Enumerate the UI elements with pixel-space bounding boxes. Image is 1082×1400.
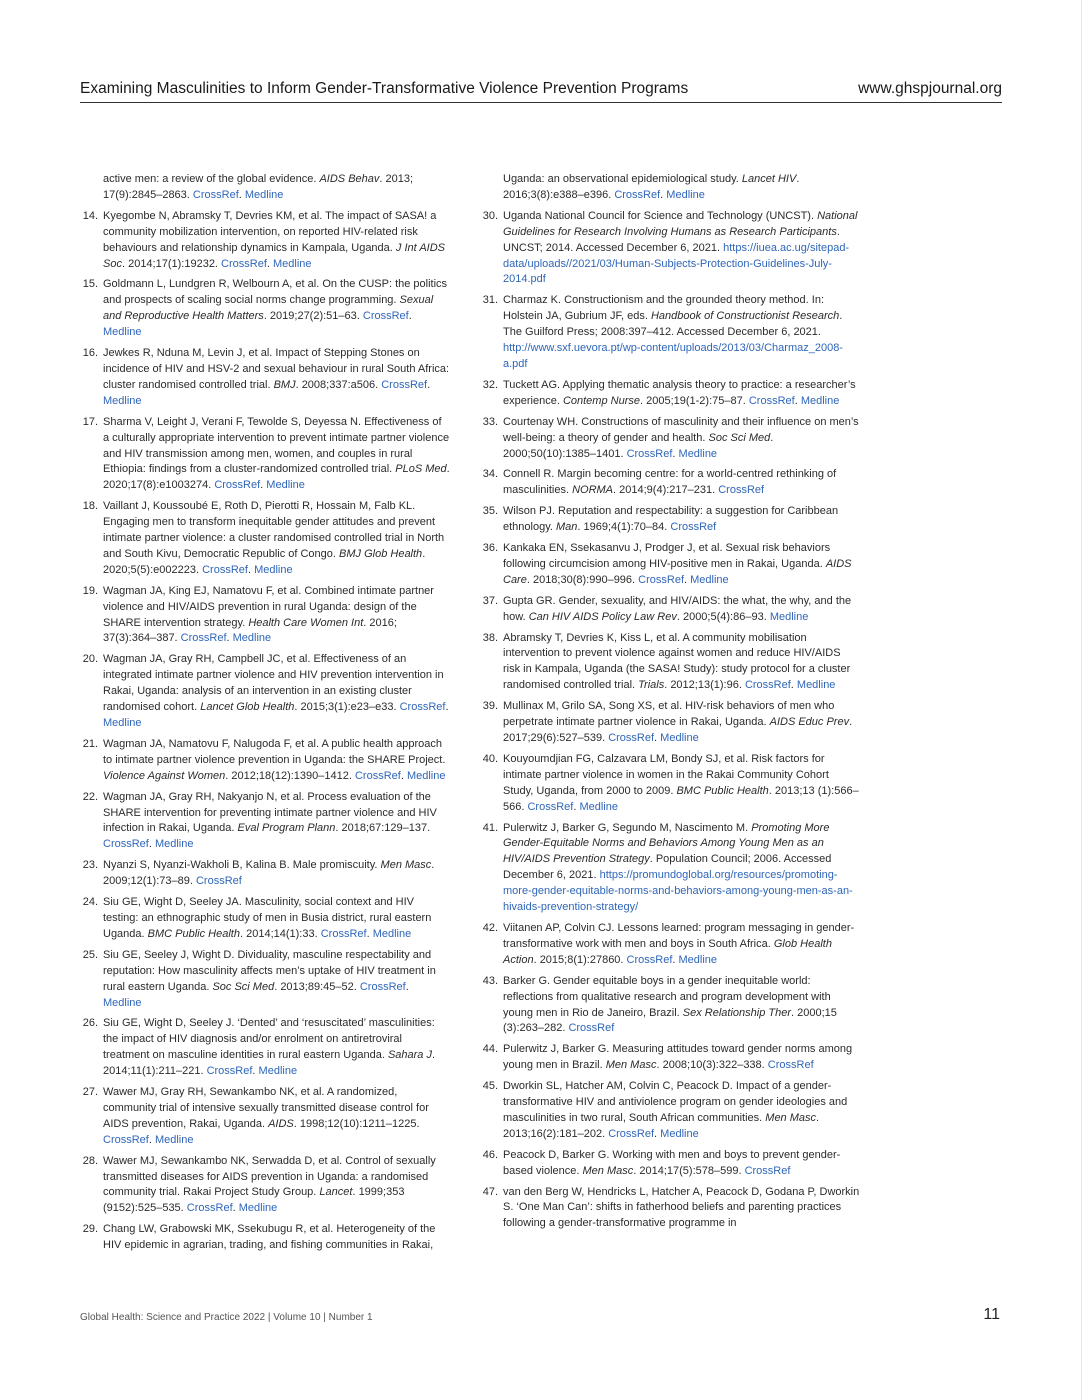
journal-name: Soc Sci Med: [708, 431, 771, 444]
reference-text: .: [405, 980, 409, 993]
medline-link[interactable]: Medline: [660, 732, 699, 744]
reference-item: [480, 209, 860, 289]
reference-text: . 1999;353 (9152):525–535.: [103, 1186, 405, 1215]
reference-text: . 2013; 17(9):2845–2863.: [103, 173, 414, 201]
url-link[interactable]: https://iuea.ac.ug/sitepad-data/uploads//2021/03/Human-Subjects-Protection-Guidelines-July-2014.pdf: [503, 241, 850, 286]
reference-text: .: [247, 563, 255, 576]
references-right-column: [480, 172, 860, 1237]
reference-item: [480, 752, 860, 816]
reference-text: Kyegombe N, Abramsky T, Devries KM, et al. The impact of SASA! a community mobilization intervention, on reported HIV-related risk behaviours and relationship dynamics in Kampala, Uganda.: [103, 209, 437, 254]
reference-text: .: [232, 1202, 239, 1215]
reference-item: [480, 541, 860, 589]
crossref-link[interactable]: CrossRef: [670, 521, 717, 534]
reference-item: [80, 346, 450, 410]
journal-name: Men Masc: [582, 1164, 634, 1177]
medline-link[interactable]: Medline: [800, 394, 840, 407]
journal-name: Men Masc: [380, 859, 432, 872]
journal-name: BMJ Glob Health: [339, 547, 423, 560]
journal-name: Trials: [638, 679, 665, 692]
journal-name: Glob Health Action: [503, 937, 832, 966]
crossref-link[interactable]: CrossRef: [180, 632, 227, 645]
crossref-link[interactable]: CrossRef: [206, 1065, 253, 1078]
crossref-link[interactable]: CrossRef: [195, 875, 242, 888]
medline-link[interactable]: Medline: [579, 800, 618, 813]
medline-link[interactable]: Medline: [103, 717, 142, 729]
crossref-link[interactable]: CrossRef: [718, 484, 765, 497]
reference-text: Wilson PJ. Reputation and respectability: a suggestion for Caribbean ethnology.: [503, 505, 839, 534]
journal-name: Sahara J: [387, 1049, 432, 1062]
journal-name: Sexual and Reproductive Health Matters: [103, 294, 434, 323]
journal-name: Lancet HIV: [741, 173, 797, 185]
medline-link[interactable]: Medline: [666, 188, 705, 201]
journal-name: J Int AIDS Soc: [103, 241, 446, 270]
reference-item: [480, 1185, 860, 1233]
reference-text: .: [148, 1133, 155, 1146]
reference-item: [480, 631, 860, 695]
reference-text: .: [148, 838, 155, 851]
journal-name: Violence Against Women: [103, 769, 226, 782]
reference-text: .: [427, 378, 431, 391]
reference-text: Gupta GR. Gender, sexuality, and HIV/AIDS: the what, the why, and the how.: [503, 594, 852, 623]
journal-name: BMC Public Health: [676, 784, 769, 797]
medline-link[interactable]: Medline: [103, 394, 142, 407]
reference-text: Siu GE, Seeley J, Wight D. Dividuality, masculine respectability and reputation: How masculinity affects men’s uptake of HIV treatment in rural eastern Uganda.: [103, 948, 436, 993]
reference-text: .: [400, 769, 407, 782]
reference-text: active men: a review of the global evidence.: [103, 173, 320, 185]
reference-text: . 2016; 37(3):364–387.: [103, 616, 397, 645]
reference-text: . 2017;29(6):527–539.: [503, 716, 853, 744]
reference-text: . 2020;17(8):e1003274.: [103, 463, 450, 492]
reference-text: Sharma V, Leight J, Verani F, Tewolde S, Deyessa N. Effectiveness of a culturally appropriate intervention to prevent intimate partner violence and HIV transmission among men, women, and couples in rural Ethiopia: findings from a cluster-randomized controlled trial.: [103, 415, 450, 476]
reference-item: [480, 467, 860, 499]
reference-number: 14.: [82, 209, 98, 222]
journal-name: PLoS Med: [395, 463, 447, 476]
reference-text: . 2014;17(5):578–599.: [633, 1164, 745, 1177]
medline-link[interactable]: Medline: [154, 838, 194, 851]
reference-text: Wawer MJ, Sewankambo NK, Serwadda D, et al. Control of sexually transmitted diseases for AIDS prevention in Uganda: a randomised community trial. Rakai Project Study Group.: [103, 1154, 436, 1199]
reference-text: .: [672, 447, 679, 460]
reference-text: Dworkin SL, Hatcher AM, Colvin C, Peacock D. Impact of a gender-transformative HIV and antiviolence program on gender ideologies and masculinities in two rural, South African communities.: [503, 1080, 848, 1124]
crossref-link[interactable]: CrossRef: [744, 679, 791, 692]
journal-url[interactable]: www.ghspjournal.org: [858, 80, 1002, 97]
journal-name: Lancet Glob Health: [200, 701, 295, 714]
reference-number: 34.: [482, 468, 498, 481]
reference-text: Barker G. Gender equitable boys in a gender inequitable world: reflections from qualitative research and program development with young men in Rio de Janeiro, Brazil.: [503, 974, 831, 1019]
reference-text: . 2012;13(1):96.: [664, 679, 745, 692]
reference-number: 21.: [82, 737, 98, 750]
reference-text: Wagman JA, Gray RH, Campbell JC, et al. Effectiveness of an integrated intimate partner violence and HIV prevention intervention in Rakai, Uganda: analysis of an intervention in an existing cluster randomised cohort.: [103, 653, 444, 714]
reference-item: [80, 790, 450, 854]
medline-link[interactable]: Medline: [254, 563, 293, 576]
reference-number: 39.: [482, 700, 498, 713]
reference-item: [80, 948, 450, 1012]
references-left-column: [80, 172, 450, 1259]
reference-item: [80, 499, 450, 579]
journal-name: Soc Sci Med: [212, 980, 275, 993]
reference-text: .: [672, 953, 679, 966]
reference-text: . UNCST; 2014. Accessed December 6, 2021.: [503, 225, 840, 254]
medline-link[interactable]: Medline: [660, 1127, 699, 1140]
medline-link[interactable]: Medline: [796, 679, 836, 692]
reference-item: [80, 277, 450, 341]
reference-item: [80, 1154, 450, 1218]
running-header: [80, 78, 1002, 103]
medline-link[interactable]: Medline: [232, 632, 272, 645]
reference-number: 44.: [482, 1043, 498, 1056]
crossref-link[interactable]: CrossRef: [354, 769, 401, 782]
reference-item: [80, 895, 450, 943]
reference-text: . 2014;14(1):33.: [239, 927, 321, 940]
reference-text: Kouyoumdjian FG, Calzavara LM, Bondy SJ, et al. Risk factors for intimate partner violence in women in the Rakai Community Cohort Study, Uganda, from 2000 to 2009.: [503, 752, 829, 797]
reference-text: . 2013;13 (1):566–566.: [503, 784, 859, 813]
reference-item: [80, 584, 450, 648]
reference-text: . 2018;67:129–137.: [335, 822, 431, 835]
reference-text: . 2014;11(1):211–221.: [103, 1049, 436, 1078]
reference-text: . 2020;5(5):e002223.: [103, 547, 426, 576]
reference-text: . 2013;16(2):181–202.: [503, 1111, 820, 1140]
journal-name: BMC Public Health: [147, 927, 240, 940]
reference-text: Mullinax M, Grilo SA, Song XS, et al. HIV-risk behaviors of men who perpetrate intimate partner violence in Rakai, Uganda.: [503, 700, 835, 729]
medline-link[interactable]: Medline: [266, 479, 305, 492]
reference-text: . 1998;12(10):1211–1225.: [293, 1117, 420, 1130]
reference-text: Peacock D, Barker G. Working with men and boys to prevent gender-based violence.: [503, 1148, 841, 1177]
reference-item: [480, 974, 860, 1038]
reference-text: . Population Council; 2006. Accessed December 6, 2021.: [503, 853, 832, 882]
reference-text: .: [260, 479, 267, 492]
crossref-link[interactable]: CrossRef: [362, 310, 409, 323]
reference-text: Wawer MJ, Gray RH, Sewankambo NK, et al. A randomized, community trial of intensive sexually transmitted disease control for AIDS prevention, Rakai, Uganda.: [103, 1086, 429, 1130]
reference-item: [480, 921, 860, 969]
reference-text: . 2015;3(1):e23–e33.: [294, 701, 400, 714]
crossref-link[interactable]: CrossRef: [103, 1133, 149, 1146]
crossref-link[interactable]: CrossRef: [192, 188, 239, 201]
reference-number: 42.: [482, 921, 498, 934]
crossref-link[interactable]: CrossRef: [626, 953, 673, 966]
reference-text: .: [660, 188, 667, 201]
footer-citation: Global Health: Science and Practice 2022 | Volume 10 | Number 1: [80, 1312, 373, 1323]
journal-name: Sex Relationship Ther: [682, 1006, 791, 1019]
reference-text: Uganda: an observational epidemiological study.: [503, 173, 742, 185]
medline-link[interactable]: Medline: [238, 1202, 278, 1215]
reference-text: Wagman JA, Gray RH, Nakyanjo N, et al. Process evaluation of the SHARE intervention for preventing intimate partner violence and HIV infection in Rakai, Uganda.: [103, 790, 437, 835]
journal-name: Contemp Nurse: [562, 394, 640, 407]
journal-name: Promoting More Gender-Equitable Norms and Behaviors Among Young Men as an HIV/AIDS Prevention Strategy: [503, 821, 830, 866]
reference-number: 37.: [482, 594, 498, 607]
reference-text: . 2008;337:a506.: [295, 378, 382, 391]
reference-number: 22.: [82, 790, 98, 803]
reference-number: 15.: [82, 278, 98, 291]
reference-number: 41.: [482, 821, 498, 834]
reference-item: [480, 293, 860, 373]
reference-text: . 2008;10(3):322–338.: [656, 1059, 768, 1072]
journal-name: Handbook of Constructionist Research: [650, 310, 840, 323]
reference-text: Siu GE, Wight D, Seeley JA. Masculinity, social context and HIV testing: an ethnographic study of men in Busia district, rural eastern Uganda.: [103, 896, 432, 940]
reference-item: [80, 858, 450, 890]
medline-link[interactable]: Medline: [769, 610, 809, 623]
reference-text: Pulerwitz J, Barker G. Measuring attitudes toward gender norms among young men in Brazil.: [503, 1043, 853, 1072]
reference-text: .: [654, 732, 661, 744]
article-title: Examining Masculinities to Inform Gender-Transformative Violence Prevention Programs: [80, 80, 689, 97]
reference-number: 28.: [82, 1154, 98, 1167]
medline-link[interactable]: Medline: [273, 257, 312, 270]
reference-text: . The Guilford Press; 2008:397–412. Accessed December 6, 2021.: [503, 310, 843, 339]
medline-link[interactable]: Medline: [406, 769, 446, 782]
crossref-link[interactable]: CrossRef: [568, 1022, 615, 1035]
reference-text: .: [266, 257, 274, 270]
reference-number: 16.: [82, 347, 98, 360]
reference-text: . 2014;17(1):19232.: [121, 257, 222, 270]
reference-text: Wagman JA, Namatovu F, Nalugoda F, et al. A public health approach to intimate partner violence prevention in Uganda: the SHARE Project.: [103, 737, 446, 766]
journal-name: National Guidelines for Research Involving Humans as Research Participants: [503, 209, 858, 238]
reference-text: . 2014;9(4):217–231.: [613, 484, 719, 497]
reference-text: . 2016;3(8):e388–e396.: [503, 173, 800, 201]
reference-text: Tuckett AG. Applying thematic analysis theory to practice: a researcher’s experience.: [503, 378, 856, 407]
crossref-link[interactable]: CrossRef: [744, 1164, 791, 1177]
reference-number: 32.: [482, 378, 498, 391]
reference-item: [80, 1222, 450, 1254]
crossref-link[interactable]: CrossRef: [767, 1059, 814, 1072]
reference-number: 20.: [82, 653, 98, 666]
reference-text: . 2015;8(1):27860.: [533, 953, 627, 966]
crossref-link[interactable]: CrossRef: [202, 563, 248, 576]
reference-number: 25.: [82, 948, 98, 961]
reference-text: Wagman JA, King EJ, Namatovu F, et al. Combined intimate partner violence and HIV/AIDS prevention in rural Uganda: design of the SHARE intervention strategy.: [103, 584, 434, 629]
reference-text: . 2005;19(1-2):75–87.: [639, 394, 749, 407]
reference-number: 40.: [482, 752, 498, 765]
medline-link[interactable]: Medline: [678, 447, 718, 460]
reference-number: 45.: [482, 1080, 498, 1093]
journal-name: Health Care Women Int: [248, 616, 364, 629]
reference-text: Abramsky T, Devries K, Kiss L, et al. A community mobilisation intervention to prevent violence against women and reduce HIV/AIDS risk in Kampala, Uganda (the SASA! Study): study protocol for a cluster randomised controlled trial.: [503, 631, 851, 692]
crossref-link[interactable]: CrossRef: [748, 394, 795, 407]
medline-link[interactable]: Medline: [690, 573, 729, 586]
reference-text: . 2000;50(10):1385–1401.: [503, 431, 774, 460]
crossref-link[interactable]: CrossRef: [638, 573, 684, 586]
journal-name: AIDS: [268, 1117, 294, 1130]
crossref-link[interactable]: CrossRef: [608, 732, 655, 744]
journal-name: Can HIV AIDS Policy Law Rev: [528, 610, 677, 623]
reference-text: . 2000;15 (3):263–282.: [503, 1006, 837, 1035]
reference-item: [80, 1016, 450, 1080]
crossref-link[interactable]: CrossRef: [186, 1202, 233, 1215]
medline-link[interactable]: Medline: [372, 927, 412, 940]
medline-link[interactable]: Medline: [258, 1065, 298, 1078]
reference-text: . 2000;5(4):86–93.: [676, 610, 770, 623]
reference-text: Connell R. Margin becoming centre: for a world-centred rethinking of masculinities.: [503, 468, 837, 497]
reference-text: . 2013;89:45–52.: [274, 980, 360, 993]
reference-text: .: [252, 1065, 259, 1078]
reference-item: [480, 1042, 860, 1074]
crossref-link[interactable]: CrossRef: [214, 479, 261, 492]
reference-number: 38.: [482, 631, 498, 644]
medline-link[interactable]: Medline: [244, 188, 284, 201]
reference-text: .: [794, 394, 801, 407]
reference-item: [80, 209, 450, 273]
reference-text: . 2019;27(2):51–63.: [263, 310, 363, 323]
reference-number: 30.: [482, 209, 498, 222]
journal-name: NORMA: [572, 484, 614, 497]
reference-number: 33.: [482, 415, 498, 428]
reference-item: [80, 1085, 450, 1149]
crossref-link[interactable]: CrossRef: [399, 701, 446, 714]
reference-text: Jewkes R, Nduna M, Levin J, et al. Impact of Stepping Stones on incidence of HIV and HSV-2 and sexual behaviour in rural South Africa: cluster randomised controlled trial.: [103, 347, 450, 391]
crossref-link[interactable]: CrossRef: [381, 378, 428, 391]
reference-item: [80, 172, 450, 204]
reference-number: 31.: [482, 294, 498, 307]
journal-name: AIDS Care: [503, 557, 852, 586]
reference-number: 18.: [82, 500, 98, 513]
journal-name: BMJ: [273, 378, 296, 391]
reference-text: Vaillant J, Koussoubé E, Roth D, Pierotti R, Hossain M, Falb KL. Engaging men to transform inequitable gender attitudes and prevent intimate partner violence: a cluster randomised controlled trial in North and South Kivu, Democratic Republic of Congo.: [103, 500, 445, 560]
reference-text: .: [445, 701, 449, 714]
reference-number: 29.: [82, 1223, 98, 1236]
reference-text: . 2009;12(1):73–89.: [103, 859, 435, 888]
url-link[interactable]: http://www.sxf.uevora.pt/wp-content/uploads/2013/03/Charmaz_2008-a.pdf: [503, 342, 843, 370]
reference-item: [480, 378, 860, 410]
reference-text: Goldmann L, Lundgren R, Welbourn A, et al. On the CUSP: the politics and prospects of scaling social norms change programming.: [103, 278, 448, 307]
reference-text: .: [226, 632, 233, 645]
crossref-link[interactable]: CrossRef: [614, 188, 661, 201]
reference-number: 35.: [482, 505, 498, 518]
reference-item: [480, 821, 860, 916]
journal-name: Man: [556, 521, 578, 534]
reference-number: 46.: [482, 1148, 498, 1161]
reference-text: Courtenay WH. Constructions of masculinity and their influence on men’s well-being: a theory of gender and health.: [503, 415, 859, 444]
reference-number: 27.: [82, 1086, 98, 1099]
reference-text: Siu GE, Wight D, Seeley J. ‘Dented’ and ‘resuscitated’ masculinities: the impact of HIV diagnosis and/or enrolment on antiretroviral treatment on masculine identities in rural eastern Uganda.: [103, 1017, 435, 1062]
reference-item: [480, 594, 860, 626]
reference-text: .: [366, 927, 373, 940]
journal-name: Men Masc: [765, 1111, 817, 1124]
journal-name: AIDS Educ Prev: [769, 716, 850, 729]
reference-item: [80, 652, 450, 732]
reference-text: .: [790, 679, 797, 692]
crossref-link[interactable]: CrossRef: [608, 1127, 655, 1140]
reference-number: 19.: [82, 584, 98, 597]
reference-number: 26.: [82, 1017, 98, 1030]
reference-text: . 1969;4(1):70–84.: [577, 521, 671, 534]
reference-text: .: [573, 800, 580, 813]
reference-text: . 2018;30(8):990–996.: [526, 573, 639, 586]
reference-text: .: [238, 188, 245, 201]
crossref-link[interactable]: CrossRef: [103, 838, 149, 851]
crossref-link[interactable]: CrossRef: [359, 980, 406, 993]
reference-text: Nyanzi S, Nyanzi-Wakholi B, Kalina B. Male promiscuity.: [103, 859, 381, 872]
reference-number: 17.: [82, 415, 98, 428]
reference-item: [80, 415, 450, 495]
reference-number: 43.: [482, 974, 498, 987]
page-number: 11: [983, 1306, 1000, 1323]
journal-name: AIDS Behav: [319, 173, 380, 185]
medline-link[interactable]: Medline: [154, 1133, 194, 1146]
reference-text: van den Berg W, Hendricks L, Hatcher A, Peacock D, Godana P, Dworkin S. ‘One Man Can’: shifts in fatherhood beliefs and parenting practices following a gender-transformative programme in: [503, 1185, 860, 1230]
crossref-link[interactable]: CrossRef: [320, 927, 367, 940]
reference-text: .: [684, 573, 691, 586]
reference-number: 36.: [482, 542, 498, 555]
reference-item: [480, 699, 860, 747]
url-link[interactable]: https://promundoglobal.org/resources/promoting-more-gender-equitable-norms-and-behaviors-among-young-men-as-an-hivaids-prevention-strategy/: [503, 869, 853, 914]
reference-text: Uganda National Council for Science and Technology (UNCST).: [503, 209, 818, 222]
reference-number: 24.: [82, 896, 98, 909]
reference-item: [480, 1079, 860, 1143]
reference-text: Viitanen AP, Colvin CJ. Lessons learned: program messaging in gender-transformative work with men and boys in South Africa.: [503, 921, 855, 950]
medline-link[interactable]: Medline: [678, 953, 718, 966]
reference-item: [80, 737, 450, 785]
reference-item: [480, 504, 860, 536]
journal-name: Men Masc: [605, 1059, 657, 1072]
journal-name: Eval Program Plann: [237, 822, 336, 835]
reference-text: Charmaz K. Constructionism and the grounded theory method. In: Holstein JA, Gubrium JF, eds.: [503, 294, 825, 323]
medline-link[interactable]: Medline: [103, 996, 142, 1009]
reference-number: 23.: [82, 859, 98, 872]
reference-text: Chang LW, Grabowski MK, Ssekubugu R, et al. Heterogeneity of the HIV epidemic in agrarian, trading, and fishing communities in Rakai,: [103, 1223, 436, 1252]
crossref-link[interactable]: CrossRef: [527, 800, 574, 813]
reference-text: Pulerwitz J, Barker G, Segundo M, Nascimento M.: [503, 821, 752, 834]
crossref-link[interactable]: CrossRef: [626, 447, 673, 460]
reference-text: .: [654, 1127, 661, 1140]
crossref-link[interactable]: CrossRef: [221, 257, 267, 270]
reference-item: [480, 172, 860, 204]
medline-link[interactable]: Medline: [103, 326, 142, 339]
reference-text: . 2012;18(12):1390–1412.: [225, 769, 355, 782]
journal-name: Lancet: [319, 1186, 353, 1199]
reference-text: Kankaka EN, Ssekasanvu J, Prodger J, et al. Sexual risk behaviors following circumcision among HIV-positive men in Rakai, Uganda.: [503, 542, 831, 570]
reference-number: 47.: [482, 1185, 498, 1198]
reference-item: [480, 1148, 860, 1180]
reference-text: .: [408, 310, 412, 323]
reference-item: [480, 415, 860, 463]
